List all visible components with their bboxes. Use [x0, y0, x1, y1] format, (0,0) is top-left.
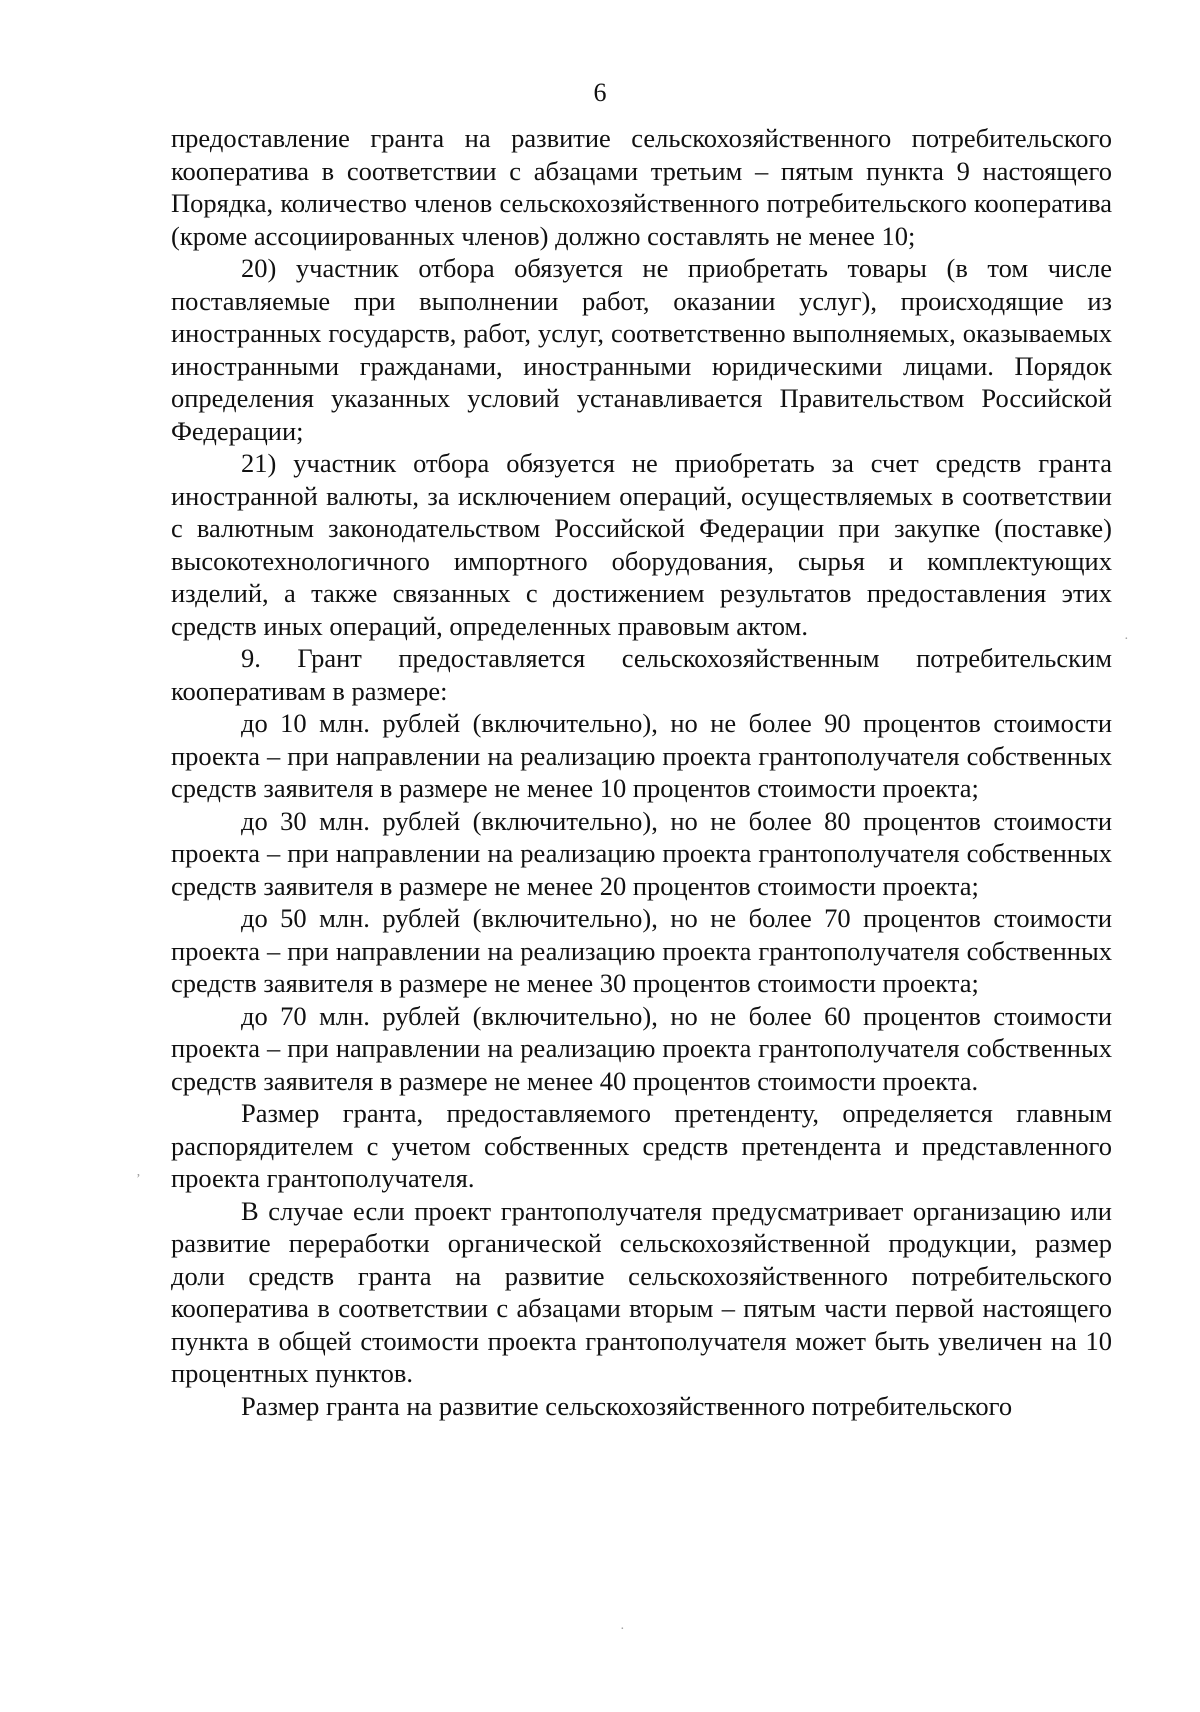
scan-speck: · — [620, 1622, 625, 1637]
paragraph-item-21: 21) участник отбора обязуется не приобретать за счет средств гранта иностранной валюты, за исключением операций, осуществляемых в соответствии с валютным законодательством Российской Федерации при закупке (поставке) высокотехнологичного импортного оборудования, сырья и комплектующих изделий, а также связанных с достижением результатов предоставления этих средств иных операций, определенных правовым актом. — [171, 448, 1112, 641]
document-body — [171, 122, 1112, 1422]
paragraph-grant-size-continued: Размер гранта на развитие сельскохозяйственного потребительского — [241, 1390, 1013, 1421]
page-number: 6 — [593, 78, 607, 107]
paragraph-item-20: 20) участник отбора обязуется не приобретать товары (в том числе поставляемые при выполнении работ, оказании услуг), происходящие из иностранных государств, работ, услуг, соответственно выполняемых, оказываемых иностранными гражданами, иностранными юридическими лицами. Порядок определения указанных условий устанавливается Правительством Российской Федерации; — [171, 253, 1112, 446]
scan-speck: · — [1124, 632, 1129, 647]
paragraph-grant-tier-70: до 70 млн. рублей (включительно), но не более 60 процентов стоимости проекта – при направлении на реализацию проекта грантополучателя собственных средств заявителя в размере не менее 40 процентов стоимости проекта. — [171, 1000, 1112, 1096]
paragraph-section-9: 9. Грант предоставляется сельскохозяйственным потребительским кооперативам в размере: — [171, 643, 1112, 706]
paragraph-organic-processing: В случае если проект грантополучателя предусматривает организацию или развитие переработки органической сельскохозяйственной продукции, размер доли средств гранта на развитие сельскохозяйственного потребительского кооператива в соответствии с абзацами вторым – пятым части первой настоящего пункта в общей стоимости проекта грантополучателя может быть увеличен на 10 процентных пунктов. — [171, 1195, 1112, 1388]
paragraph-grant-tier-10: до 10 млн. рублей (включительно), но не более 90 процентов стоимости проекта – при направлении на реализацию проекта грантополучателя собственных средств заявителя в размере не менее 10 процентов стоимости проекта; — [171, 708, 1112, 803]
scan-speck: ʼ — [136, 1172, 141, 1187]
paragraph-continuation: предоставление гранта на развитие сельскохозяйственного потребительского кооператива в соответствии с абзацами третьим – пятым пункта 9 настоящего Порядка, количество членов сельскохозяйственного потребительского кооператива (кроме ассоциированных членов) должно составлять не менее 10; — [171, 123, 1112, 251]
paragraph-grant-tier-50: до 50 млн. рублей (включительно), но не более 70 процентов стоимости проекта – при направлении на реализацию проекта грантополучателя собственных средств заявителя в размере не менее 30 процентов стоимости проекта; — [171, 903, 1112, 998]
paragraph-grant-tier-30: до 30 млн. рублей (включительно), но не более 80 процентов стоимости проекта – при направлении на реализацию проекта грантополучателя собственных средств заявителя в размере не менее 20 процентов стоимости проекта; — [171, 805, 1112, 901]
paragraph-grant-size: Размер гранта, предоставляемого претенденту, определяется главным распорядителем с учетом собственных средств претендента и представленного проекта грантополучателя. — [171, 1098, 1112, 1193]
